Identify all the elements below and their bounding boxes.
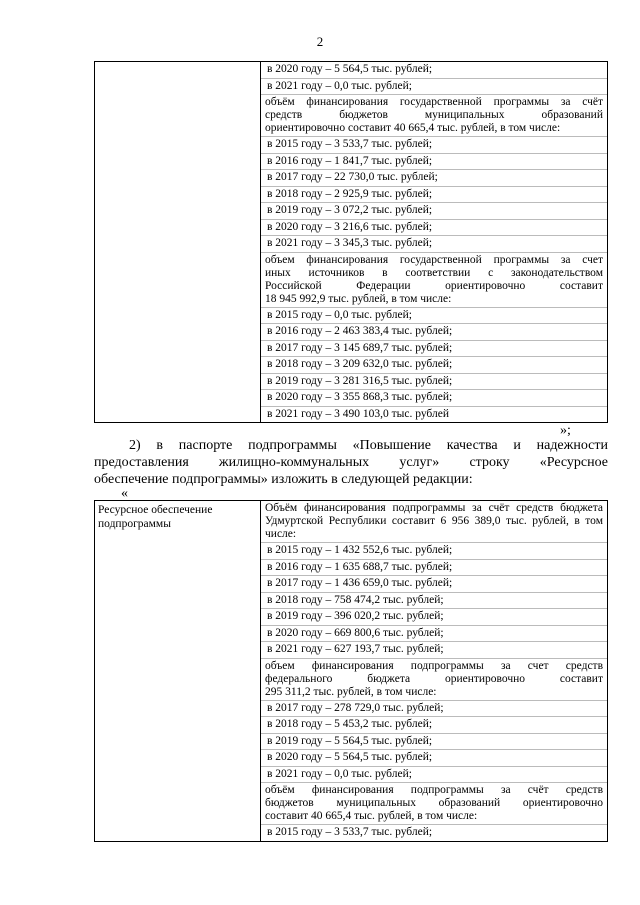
year-amount-line: в 2015 году – 3 533,7 тыс. рублей; (261, 137, 607, 154)
year-amount-line: в 2018 году – 2 925,9 тыс. рублей; (261, 187, 607, 204)
year-amount-line: в 2019 году – 396 020,2 тыс. рублей; (261, 609, 607, 626)
item2-line: обеспечение подпрограммы» изложить в следующей редакции: (94, 472, 473, 487)
paragraph-line: ориентировочно составит 40 665,4 тыс. рублей, в том числе: (265, 122, 561, 134)
year-amount-line: в 2016 году – 2 463 383,4 тыс. рублей; (261, 324, 607, 341)
page-number: 2 (316, 34, 324, 49)
resource-table-subprogram (94, 500, 608, 842)
year-amount-line: в 2020 году – 5 564,5 тыс. рублей; (261, 62, 607, 79)
paragraph-line: федерального бюджета ориентировочно составит (265, 672, 603, 685)
table2-content-cell (261, 501, 608, 842)
paragraph-line: объём финансирования подпрограммы за счёт средств (265, 784, 603, 796)
year-amount-line: в 2018 году – 758 474,2 тыс. рублей; (261, 593, 607, 610)
table1-content-cell (261, 62, 608, 423)
opening-quote: « (121, 486, 128, 501)
year-amount-line: в 2017 году – 22 730,0 тыс. рублей; (261, 170, 607, 187)
closing-quote: »; (560, 423, 571, 438)
paragraph-line: 295 311,2 тыс. рублей, в том числе: (265, 685, 437, 698)
year-amount-line: в 2017 году – 1 436 659,0 тыс. рублей; (261, 576, 607, 593)
year-amount-line: в 2018 году – 3 209 632,0 тыс. рублей; (261, 357, 607, 374)
table1-label-cell (95, 62, 261, 423)
funding-paragraph (261, 783, 607, 825)
year-amount-line: в 2019 году – 3 072,2 тыс. рублей; (261, 203, 607, 220)
year-amount-line: в 2021 году – 3 345,3 тыс. рублей; (261, 236, 607, 253)
paragraph-line: бюджетов муниципальных образований ориентировочно (265, 797, 603, 809)
year-amount-line: в 2020 году – 3 355 868,3 тыс. рублей; (261, 390, 607, 407)
item2-line: предоставления жилищно-коммунальных услуг» строку «Ресурсное (94, 455, 608, 470)
paragraph-line: Объём финансирования подпрограммы за счёт средств бюджета (265, 502, 603, 514)
amendment-item-2 (94, 437, 608, 488)
paragraph-line: 18 945 992,9 тыс. рублей, в том числе: (265, 292, 452, 305)
year-amount-line: в 2021 году – 0,0 тыс. рублей; (261, 79, 607, 96)
year-amount-line: в 2021 году – 3 490 103,0 тыс. рублей (267, 407, 449, 420)
paragraph-line: составит 40 665,4 тыс. рублей, в том числе: (265, 810, 478, 822)
resource-table-continued (94, 61, 608, 423)
funding-paragraph (261, 95, 607, 137)
paragraph-line: числе: (265, 528, 297, 540)
funding-paragraph (261, 501, 607, 543)
year-amount-line: в 2021 году – 0,0 тыс. рублей; (261, 767, 607, 784)
year-amount-line: в 2017 году – 3 145 689,7 тыс. рублей; (261, 341, 607, 358)
funding-paragraph (261, 253, 607, 308)
item2-line: 2) в паспорте подпрограммы «Повышение качества и надежности (129, 438, 608, 453)
year-amount-line: в 2017 году – 278 729,0 тыс. рублей; (261, 701, 607, 718)
year-amount-line: в 2015 году – 0,0 тыс. рублей; (261, 308, 607, 325)
year-amount-line: в 2021 году – 627 193,7 тыс. рублей; (261, 642, 607, 659)
year-amount-line: в 2020 году – 669 800,6 тыс. рублей; (261, 626, 607, 643)
paragraph-line: объем финансирования государственной программы за счет (265, 253, 603, 266)
paragraph-line: Российской Федерации ориентировочно составит (265, 279, 603, 292)
table2-label-cell: Ресурсное обеспечение подпрограммы (95, 501, 261, 842)
year-amount-line: в 2019 году – 5 564,5 тыс. рублей; (261, 734, 607, 751)
paragraph-line: средств бюджетов муниципальных образований (265, 109, 603, 121)
paragraph-line: объём финансирования государственной программы за счёт (265, 96, 603, 108)
year-amount-line: в 2020 году – 5 564,5 тыс. рублей; (261, 750, 607, 767)
year-amount-line: в 2020 году – 3 216,6 тыс. рублей; (261, 220, 607, 237)
year-amount-line: в 2015 году – 3 533,7 тыс. рублей; (267, 826, 433, 838)
year-amount-line: в 2016 году – 1 635 688,7 тыс. рублей; (261, 560, 607, 577)
paragraph-line: объем финансирования подпрограммы за счет средств (265, 659, 603, 672)
paragraph-line: Удмуртской Республики составит 6 956 389,0 тыс. рублей, в том (265, 515, 603, 527)
year-amount-line: в 2015 году – 1 432 552,6 тыс. рублей; (261, 543, 607, 560)
funding-paragraph (261, 659, 607, 701)
year-amount-line: в 2019 году – 3 281 316,5 тыс. рублей; (261, 374, 607, 391)
year-amount-line: в 2016 году – 1 841,7 тыс. рублей; (261, 154, 607, 171)
year-amount-line: в 2018 году – 5 453,2 тыс. рублей; (261, 717, 607, 734)
paragraph-line: иных источников в соответствии с законодательством (265, 266, 603, 279)
